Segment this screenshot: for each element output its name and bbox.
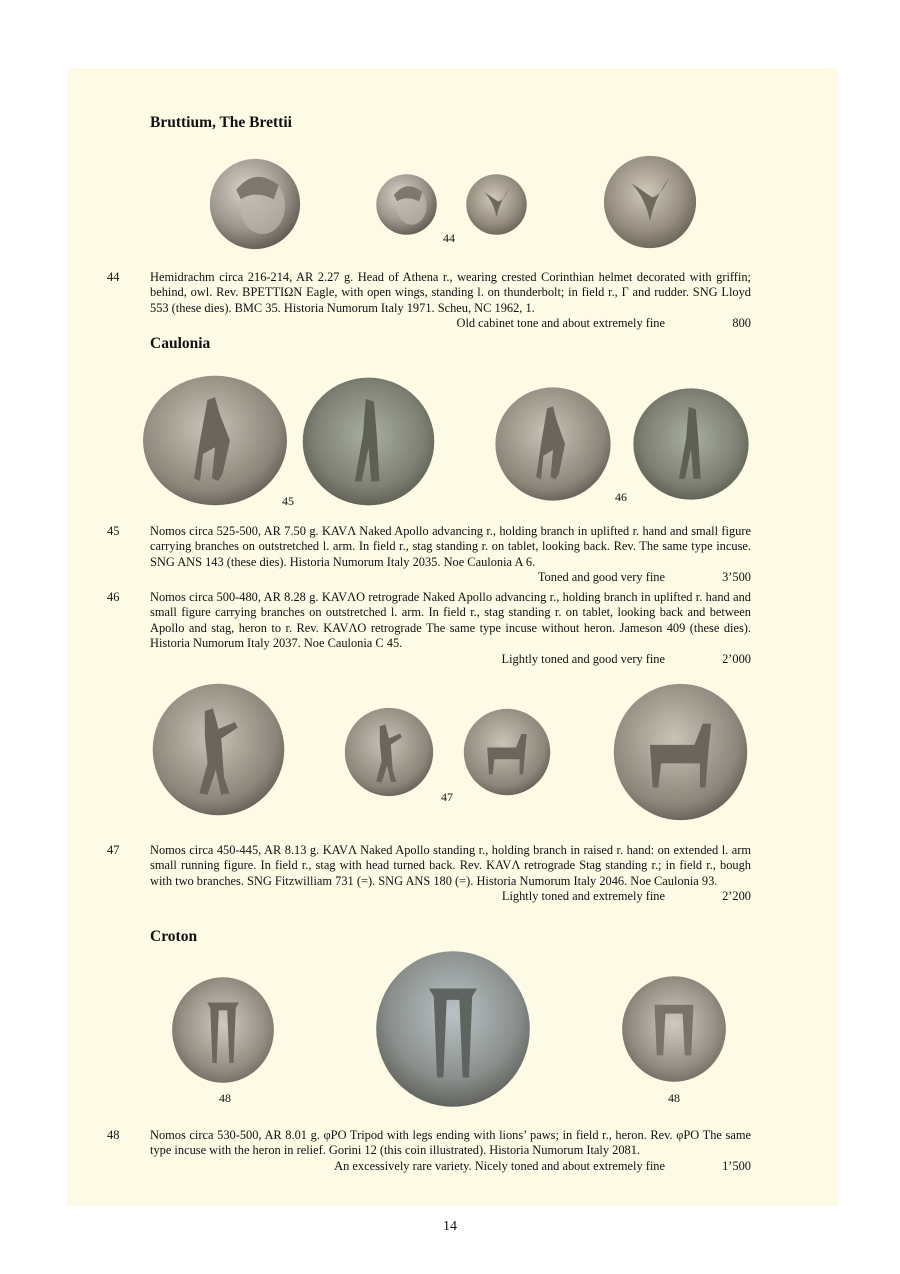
- image-caption-45: 45: [282, 494, 294, 508]
- lot-description-46: Nomos circa 500-480, AR 8.28 g. KAVΛO retrograde Naked Apollo advancing r., holding branch in uplifted r. hand and small figure carrying branches on outstretched l. arm. In field r., stag standing r. on tablet, looking back and between Apollo and stag, heron to r. Rev. KAVΛO retrograde The same type incuse without heron. Jameson 409 (these dies). Historia Numorum Italy 2037. Noe Caulonia C 45.: [150, 590, 751, 651]
- lot-condition-48: An excessively rare variety. Nicely toned and about extremely fine: [334, 1158, 665, 1173]
- image-caption-48-left: 48: [219, 1091, 231, 1105]
- coin-image-48-reverse: [620, 974, 728, 1084]
- lot-price-48: 1’500: [722, 1158, 751, 1173]
- coin-image-47-obverse: [343, 706, 435, 798]
- coin-image-48-obverse-enlarged: [373, 948, 533, 1110]
- lot-number-46: 46: [107, 590, 120, 604]
- lot-condition-45: Toned and good very fine: [537, 570, 665, 585]
- image-caption-46: 46: [615, 490, 627, 504]
- lot-condition-46: Lightly toned and good very fine: [501, 651, 665, 666]
- lot-condition-44: Old cabinet tone and about extremely fine: [456, 316, 665, 331]
- lot-entry-48: [150, 1128, 751, 1174]
- coin-image-44-obverse-enlarged: [208, 157, 302, 251]
- section-heading-croton: Croton: [150, 928, 198, 945]
- lot-number-45: 45: [107, 524, 120, 538]
- image-caption-48-right: 48: [668, 1091, 680, 1105]
- coin-image-44-reverse: [465, 173, 528, 236]
- coin-image-44-obverse: [375, 173, 438, 236]
- page-number: 14: [443, 1219, 457, 1234]
- lot-entry-47: [150, 843, 751, 905]
- lot-description-44: Hemidrachm circa 216-214, AR 2.27 g. Head of Athena r., wearing crested Corinthian helmet decorated with griffin; behind, owl. Rev. ΒΡΕΤΤΙΩΝ Eagle, with open wings, standing l. on thunderbolt; in field r., Γ and rudder. SNG Lloyd 553 (these dies). BMC 35. Historia Numorum Italy 1971. Scheu, NC 1962, 1.: [150, 270, 751, 315]
- coin-image-46-reverse: [631, 386, 751, 502]
- section-heading-caulonia: Caulonia: [150, 335, 211, 352]
- coin-image-47-obverse-enlarged: [150, 681, 287, 818]
- coin-image-44-reverse-enlarged: [602, 154, 698, 250]
- lot-number-44: 44: [107, 270, 120, 284]
- coin-image-45-reverse: [300, 375, 437, 508]
- lot-estimate-line-48: [150, 1159, 751, 1174]
- lot-condition-47: Lightly toned and extremely fine: [501, 889, 665, 904]
- lot-price-46: 2’000: [722, 651, 751, 666]
- lot-entry-46: [150, 590, 751, 667]
- coin-image-45-obverse: [140, 373, 290, 508]
- image-caption-47: 47: [441, 790, 453, 804]
- lot-price-47: 2’200: [722, 889, 751, 904]
- coin-image-48-obverse: [170, 975, 276, 1085]
- lot-number-48: 48: [107, 1128, 120, 1142]
- lot-description-48: Nomos circa 530-500, AR 8.01 g. φPO Tripod with legs ending with lions’ paws; in field r., heron. Rev. φPO The same type incuse with the heron in relief. Gorini 12 (this coin illustrated). Historia Numorum Italy 2081.: [150, 1128, 751, 1158]
- lot-estimate-line-45: [150, 570, 751, 585]
- section-heading-bruttium: Bruttium, The Brettii: [150, 114, 292, 131]
- lot-entry-44: [150, 270, 751, 332]
- lot-description-47: Nomos circa 450-445, AR 8.13 g. KAVΛ Naked Apollo standing r., holding branch in raised r. hand: on extended l. arm small running figure. In field r., stag with head turned back. Rev. KAVΛ retrograde Stag standing r.; in field r., bough with two branches. SNG Fitzwilliam 731 (=). SNG ANS 180 (=). Historia Numorum Italy 2046. Noe Caulonia 93.: [150, 843, 751, 888]
- coin-image-47-reverse: [462, 706, 552, 798]
- image-caption-44: 44: [443, 231, 455, 245]
- lot-estimate-line-46: [150, 652, 751, 667]
- lot-price-45: 3’500: [722, 570, 751, 585]
- lot-estimate-line-44: [150, 316, 751, 331]
- lot-number-47: 47: [107, 843, 120, 857]
- coin-image-47-reverse-enlarged: [611, 681, 750, 823]
- lot-description-45: Nomos circa 525-500, AR 7.50 g. KAVΛ Naked Apollo advancing r., holding branch in uplifted r. hand and small figure carrying branches on outstretched l. arm. In field r., stag standing r. on tablet, looking back. Rev. The same type incuse. SNG ANS 143 (these dies). Historia Numorum Italy 2035. Noe Caulonia A 6.: [150, 524, 751, 569]
- coin-image-46-obverse: [493, 385, 613, 503]
- lot-entry-45: [150, 524, 751, 586]
- lot-price-44: 800: [732, 316, 751, 331]
- lot-estimate-line-47: [150, 889, 751, 904]
